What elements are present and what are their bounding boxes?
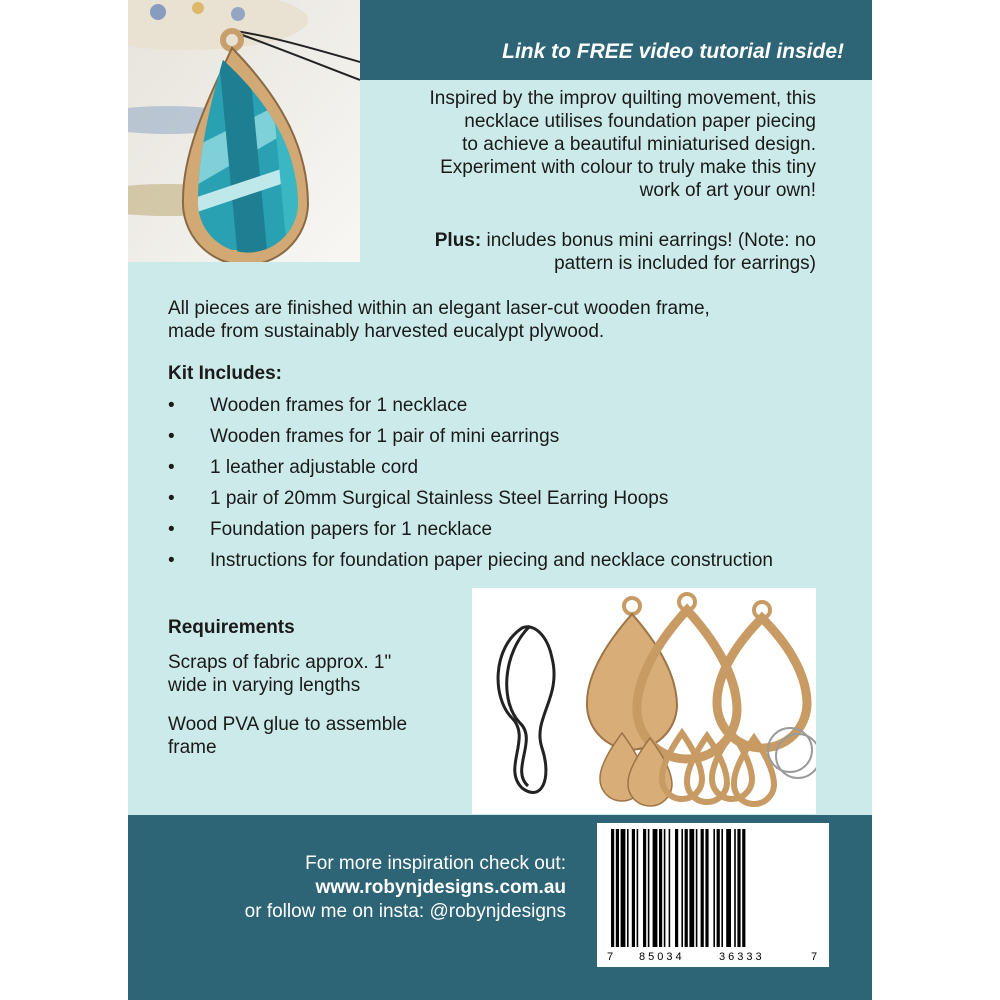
requirement-line: frame (168, 737, 217, 758)
requirement-line: Scraps of fabric approx. 1" (168, 652, 392, 673)
necklace-photo (128, 0, 360, 262)
barcode-digits-right: 36333 (719, 951, 765, 963)
barcode-digits-left: 85034 (639, 951, 685, 963)
intro-line: necklace utilises foundation paper piecing (464, 111, 816, 132)
barcode-bar (734, 829, 736, 947)
barcode-bar (685, 829, 688, 947)
barcode-bar (742, 829, 745, 947)
kit-list (168, 394, 828, 580)
intro-line: Experiment with colour to truly make this tiny (440, 157, 816, 178)
requirement-line: wide in varying lengths (168, 675, 361, 696)
barcode-bar (637, 829, 639, 947)
bullet: • (168, 395, 175, 416)
bullet: • (168, 550, 175, 571)
kit-item-text: Instructions for foundation paper piecing and necklace construction (210, 550, 773, 571)
kit-contents-photo (472, 588, 816, 814)
bullet: • (168, 457, 175, 478)
barcode-bar (726, 829, 731, 947)
barcode-bar (627, 829, 629, 947)
frame-line: All pieces are finished within an elegant laser-cut wooden frame, (168, 298, 710, 319)
barcode-bar (664, 829, 666, 947)
barcode-bar (689, 829, 694, 947)
barcode-bar (675, 829, 678, 947)
requirement-item (168, 651, 468, 697)
bullet: • (168, 426, 175, 447)
barcode (597, 823, 829, 967)
barcode-bar (611, 829, 614, 947)
barcode-bars (597, 823, 829, 951)
barcode-bar (696, 829, 698, 947)
intro-line: work of art your own! (639, 180, 816, 201)
list-item (168, 518, 828, 541)
list-item (168, 549, 790, 572)
barcode-bar (721, 829, 723, 947)
kit-item-text: 1 leather adjustable cord (210, 457, 419, 478)
intro-line: to achieve a beautiful miniaturised design. (462, 134, 816, 155)
intro-line: Inspired by the improv quilting movement, this (429, 88, 816, 109)
barcode-bar (705, 829, 708, 947)
barcode-bar (643, 829, 646, 947)
barcode-bar (681, 829, 683, 947)
bullet: • (168, 519, 175, 540)
requirement-line: Wood PVA glue to assemble (168, 714, 408, 735)
barcode-digit-last: 7 (811, 951, 818, 963)
footer-line: For more inspiration check out: (305, 853, 566, 874)
list-item (168, 425, 828, 448)
kit-includes-heading: Kit Includes: (168, 363, 283, 384)
barcode-bar (713, 829, 715, 947)
plus-text: includes bonus mini earrings! (Note: no (481, 230, 816, 251)
barcode-bar (717, 829, 720, 947)
plus-text-2: pattern is included for earrings) (554, 253, 816, 274)
requirement-item (168, 713, 468, 759)
video-tutorial-banner: Link to FREE video tutorial inside! (502, 40, 844, 63)
footer-insta: or follow me on insta: @robynjdesigns (244, 901, 566, 922)
barcode-bar (621, 829, 626, 947)
list-item (168, 456, 828, 479)
kit-item-text: Wooden frames for 1 pair of mini earrings (210, 426, 560, 447)
list-item (168, 394, 828, 417)
frame-line: made from sustainably harvested eucalypt plywood. (168, 321, 605, 342)
kit-item-text: Wooden frames for 1 necklace (210, 395, 468, 416)
barcode-bar (737, 829, 740, 947)
intro-paragraph (376, 87, 816, 202)
barcode-bar (616, 829, 619, 947)
barcode-bar (701, 829, 704, 947)
plus-note (376, 229, 816, 275)
website-link[interactable]: www.robynjdesigns.com.au (315, 877, 566, 898)
barcode-bar (632, 829, 635, 947)
frame-paragraph (168, 297, 828, 343)
barcode-bar (659, 829, 662, 947)
requirements-heading: Requirements (168, 617, 295, 638)
barcode-bar (669, 829, 671, 947)
list-item (168, 487, 828, 510)
kit-item-text: Foundation papers for 1 necklace (210, 519, 493, 540)
barcode-digit-first: 7 (607, 951, 614, 963)
plus-label: Plus: (434, 230, 482, 251)
barcode-bar (653, 829, 658, 947)
product-card (128, 0, 872, 1000)
kit-item-text: 1 pair of 20mm Surgical Stainless Steel Earring Hoops (210, 488, 669, 509)
barcode-bar (648, 829, 650, 947)
footer-text (168, 852, 566, 924)
bullet: • (168, 488, 175, 509)
